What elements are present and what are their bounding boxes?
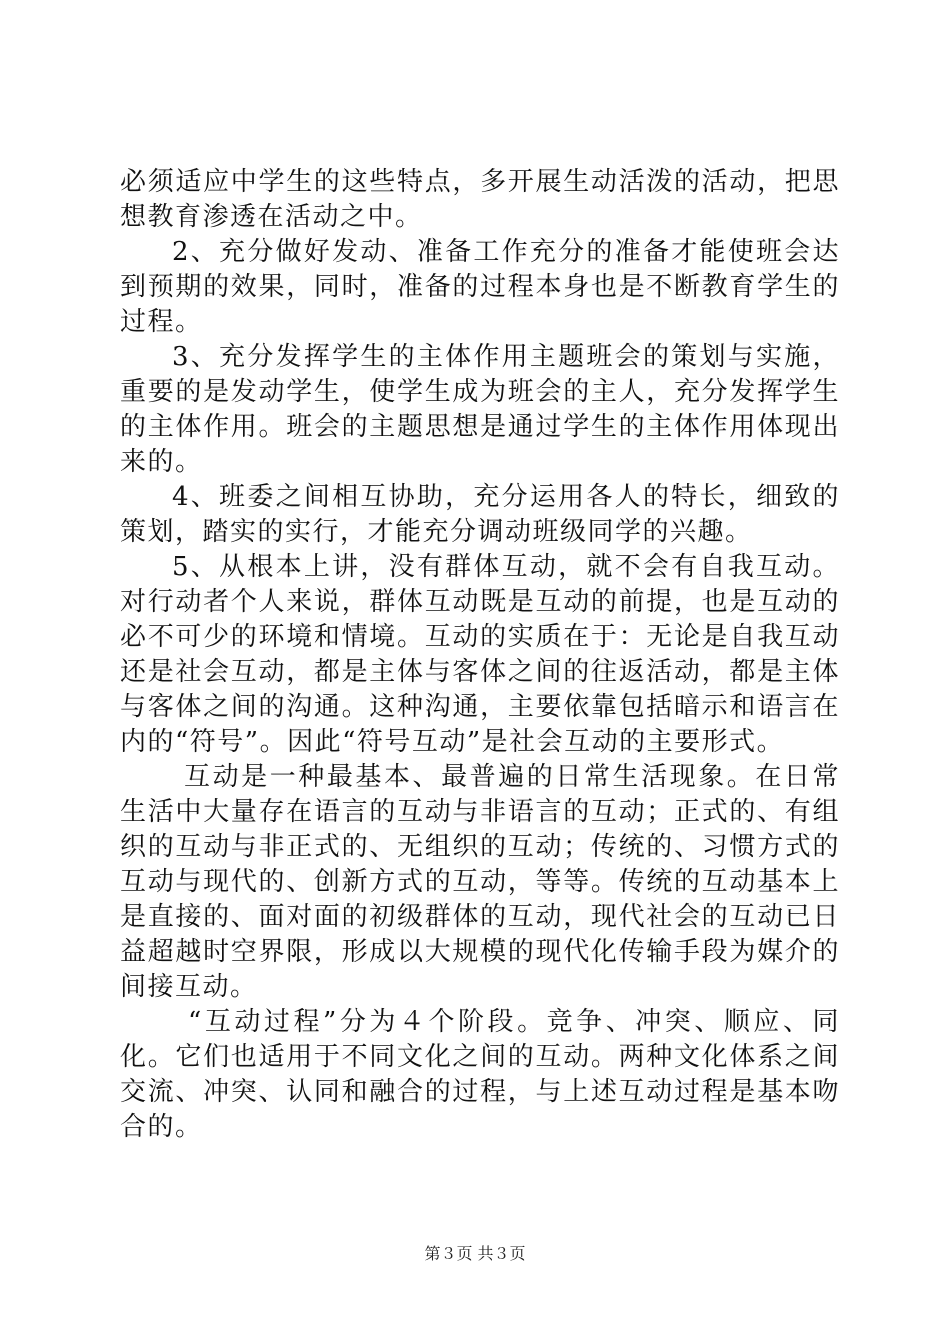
paragraph: 3、充分发挥学生的主体作用主题班会的策划与实施，重要的是发动学生，使学生成为班会的主人，充分发挥学生的主体作用。班会的主题思想是通过学生的主体作用体现出来的。: [120, 342, 840, 477]
paragraph: 互动是一种最基本、最普遍的日常生活现象。在日常生活中大量存在语言的互动与非语言的互动；正式的、有组织的互动与非正式的、无组织的互动；传统的、习惯方式的互动与现代的、创新方式的互动，等等。传统的互动基本上是直接的、面对面的初级群体的互动，现代社会的互动已日益超越时空界限，形成以大规模的现代化传输手段为媒介的间接互动。: [120, 762, 840, 1002]
paragraph: 2、充分做好发动、准备工作充分的准备才能使班会达到预期的效果，同时，准备的过程本身也是不断教育学生的过程。: [120, 237, 840, 337]
paragraph: “互动过程”分为４个阶段。竞争、冲突、顺应、同化。它们也适用于不同文化之间的互动。两种文化体系之间交流、冲突、认同和融合的过程，与上述互动过程是基本吻合的。: [120, 1007, 840, 1142]
paragraph: 必须适应中学生的这些特点，多开展生动活泼的活动，把思想教育渗透在活动之中。: [120, 167, 840, 232]
paragraph: 5、从根本上讲，没有群体互动，就不会有自我互动。对行动者个人来说，群体互动既是互动的前提，也是互动的必不可少的环境和情境。互动的实质在于：无论是自我互动还是社会互动，都是主体与客体之间的往返活动，都是主体与客体之间的沟通。这种沟通，主要依靠包括暗示和语言在内的“符号”。因此“符号互动”是社会互动的主要形式。: [120, 552, 840, 757]
document-body: [120, 165, 840, 1145]
paragraph: 4、班委之间相互协助，充分运用各人的特长，细致的策划，踏实的实行，才能充分调动班级同学的兴趣。: [120, 482, 840, 547]
page-number-footer: 第３页 共３页: [424, 1244, 526, 1263]
